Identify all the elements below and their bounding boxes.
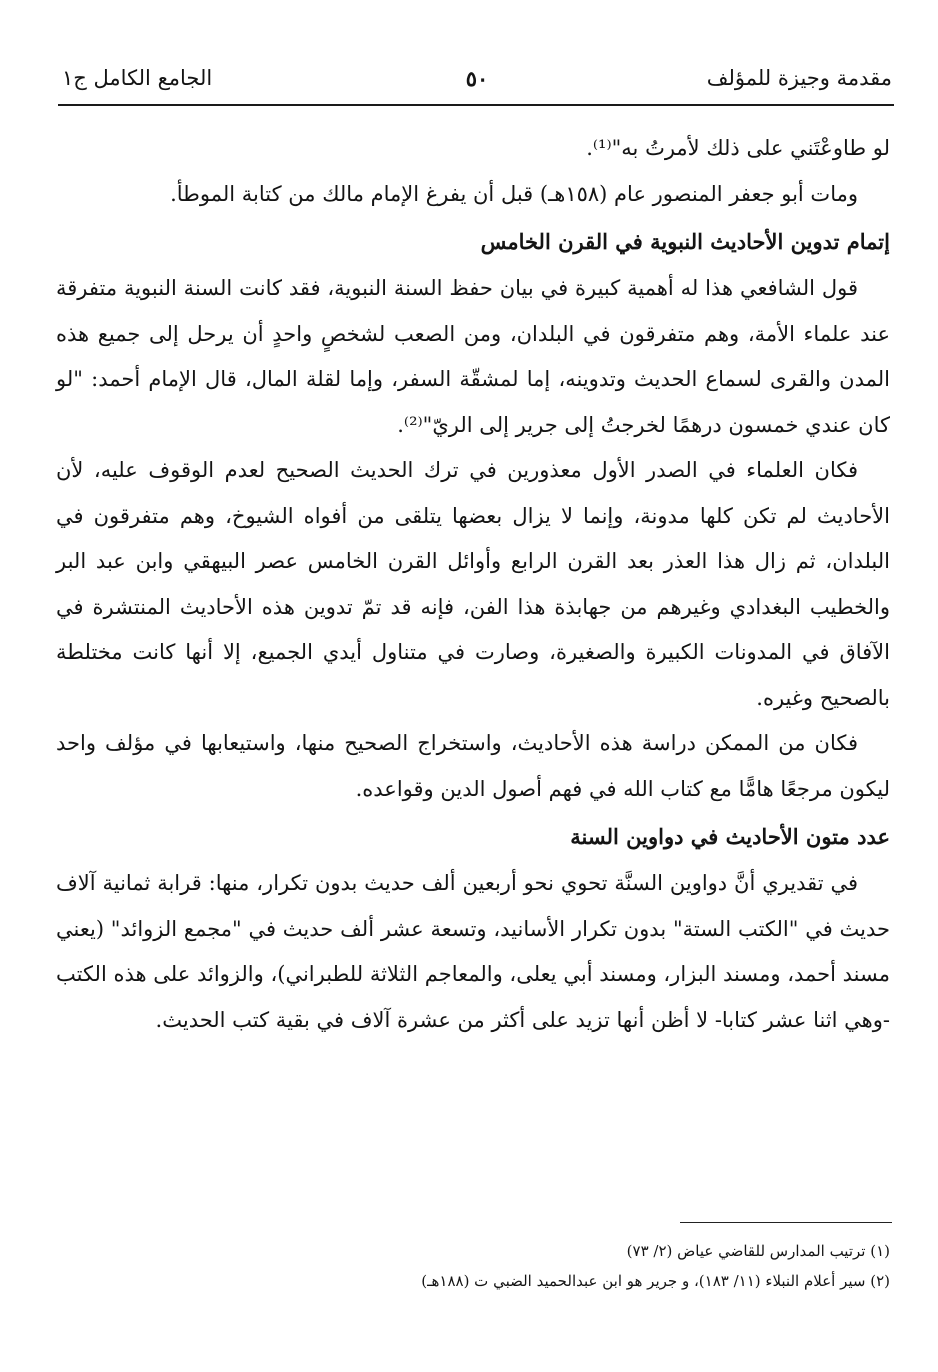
footnotes: [200, 1236, 890, 1296]
paragraph-estimate: في تقديري أنَّ دواوين السنَّة تحوي نحو أربعين ألف حديث بدون تكرار، منها: قرابة ثمانية آلاف حديث في "الكتب الستة" بدون تكرار الأسانيد، وتسعة عشر ألف حديث في "مجمع الزوائد" (يعني مسند أحمد، ومسند البزار، ومسند أبي يعلى، والمعاجم الثلاثة للطبراني)، والزوائد على هذه الكتب -وهي اثنا عشر كتابا- لا أظن أنها تزيد على أكثر من عشرة آلاف في بقية كتب الحديث.: [56, 871, 890, 1032]
paragraph-early-scholars: فكان العلماء في الصدر الأول معذورين في ترك الحديث الصحيح لعدم الوقوف عليه، لأن الأحاديث لم تكن كلها مدونة، وإنما لا يزال بعضها يتلقى من أفواه الشيوخ، وهم متفرقون في البلدان، ثم زال هذا العذر بعد القرن الرابع وأوائل القرن الخامس عصر البيهقي وابن عبد البر والخطيب البغدادي وغيرهم من جهابذة هذا الفن، فإنه قد تمّ تدوين هذه الأحاديث المنتشرة في الآفاق في المدونات الكبيرة والصغيرة، وصارت في متناول أيدي الجميع، إلا أنها كانت مختلطة بالصحيح وغيره.: [56, 458, 890, 710]
running-title-right: مقدمة وجيزة للمؤلف: [706, 66, 892, 90]
paragraph-shafii: قول الشافعي هذا له أهمية كبيرة في بيان حفظ السنة النبوية، فقد كانت السنة النبوية متفرقة عند علماء الأمة، وهم متفرقون في البلدان، ومن الصعب لشخصٍ واحدٍ أن يرحل إلى جميع هذه المدن والقرى لسماع الحديث وتدوينه، إما لمشقّة السفر، وإما لقلة المال، قال الإمام أحمد: "لو كان عندي خمسون درهمًا لخرجتُ إلى جرير إلى الريّ"⁽²⁾.: [56, 276, 890, 437]
footnote-2: (٢) سير أعلام النبلاء (١١/ ١٨٣)، و جرير هو ابن عبدالحميد الضبي ت (١٨٨هـ): [421, 1272, 890, 1290]
page-header: [62, 62, 892, 102]
running-title-left: الجامع الكامل ج١: [62, 66, 213, 90]
page-number: ٥٠: [465, 66, 489, 91]
header-divider: [58, 104, 894, 106]
paragraph-quote-end: لو طاوعْتَني على ذلك لأمرتُ به"⁽¹⁾.: [586, 136, 890, 160]
paragraph-mansur-death: ومات أبو جعفر المنصور عام (١٥٨هـ) قبل أن يفرغ الإمام مالك من كتابة الموطأ.: [170, 181, 858, 206]
footnote-divider: [680, 1222, 892, 1223]
footnote-1: (١) ترتيب المدارس للقاضي عياض (٢/ ٧٣): [626, 1242, 890, 1260]
section-heading-hadith-count: عدد متون الأحاديث في دواوين السنة: [570, 824, 890, 849]
main-text: [56, 126, 890, 1043]
paragraph-compilation: فكان من الممكن دراسة هذه الأحاديث، واستخراج الصحيح منها، واستيعابها في مؤلف واحد ليكون مرجعًا هامًّا مع كتاب الله في فهم أصول الدين وقواعده.: [56, 731, 890, 801]
section-heading-fifth-century: إتمام تدوين الأحاديث النبوية في القرن الخامس: [480, 229, 890, 254]
